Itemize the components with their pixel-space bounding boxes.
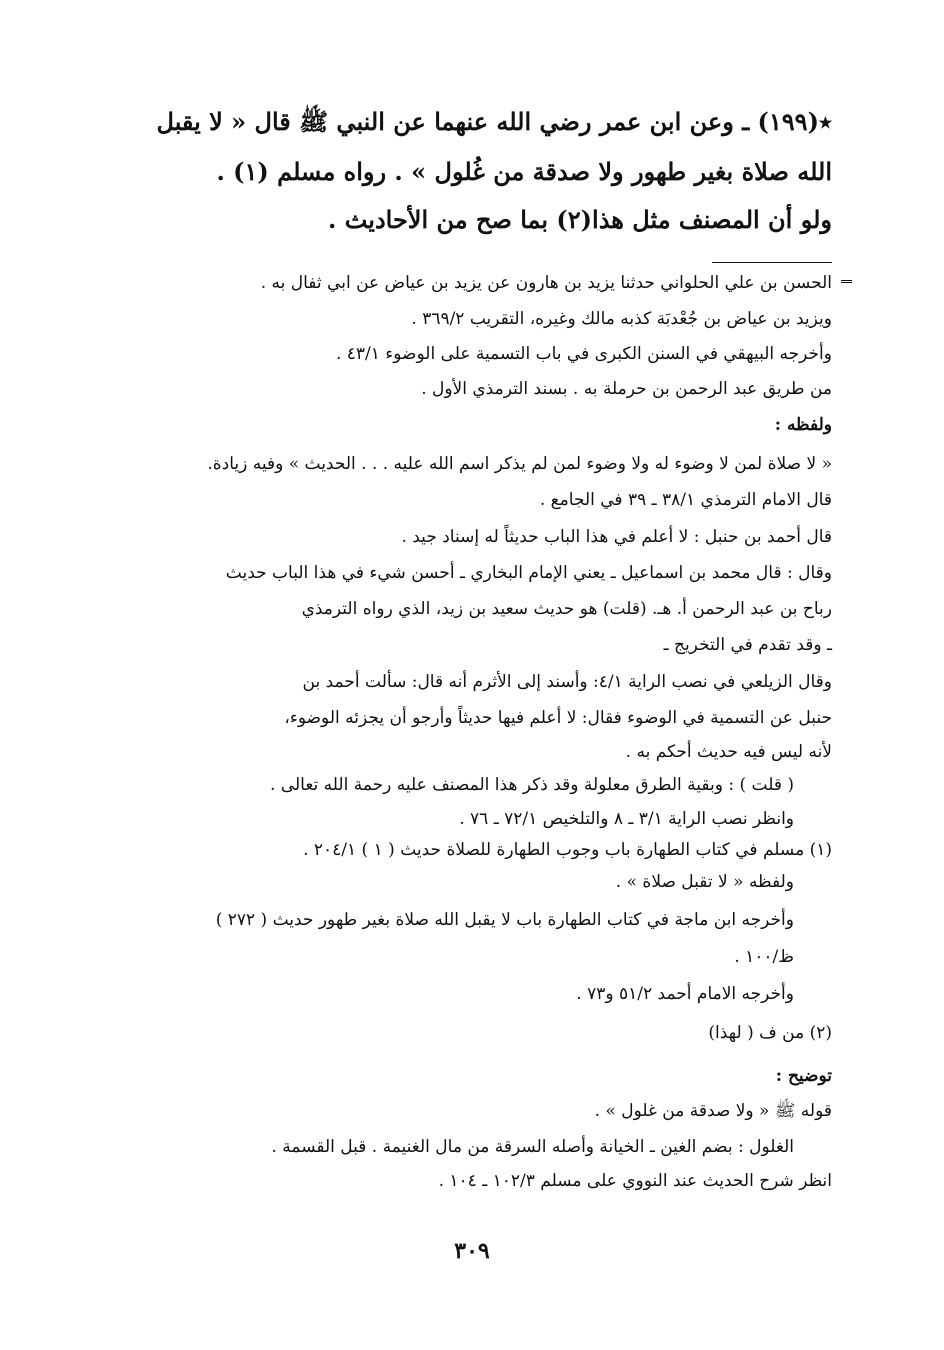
footnote-line: ولفظه « لا تقبل صلاة » . [615, 872, 794, 892]
footnote-1: (١) مسلم في كتاب الطهارة باب وجوب الطهارة للصلاة حديث ( ١ ) ٢٠٤/١ . [303, 840, 832, 860]
footnote-line: ـ وقد تقدم في التخريج ـ [663, 635, 832, 655]
footnote-2: (٢) من ف ( لهذا) [708, 1023, 832, 1043]
footnote-line: قال أحمد بن حنبل : لا أعلم في هذا الباب حديثاً له إسناد جيد . [401, 527, 832, 547]
footnote-line: وأخرجه البيهقي في السنن الكبرى في باب التسمية على الوضوء ٤٣/١ . [335, 344, 832, 364]
footnote-line: انظر شرح الحديث عند النووي على مسلم ١٠٢/٣ ـ ١٠٤ . [438, 1171, 832, 1191]
hadith-line-2: الله صلاة بغير طهور ولا صدقة من غُلول » . رواه مسلم (١) . [216, 157, 832, 186]
footnote-line: قوله ﷺ « ولا صدقة من غلول » . [594, 1101, 832, 1121]
footnote-line: وقال : قال محمد بن اسماعيل ـ يعني الإمام البخاري ـ أحسن شيء في هذا الباب حديث [225, 563, 832, 583]
footnote-line: ظ/١٠٠ . [734, 947, 794, 967]
footnote-line: ولفظه : [774, 415, 832, 435]
footnote-line: ( قلت ) : وبقية الطرق معلولة وقد ذكر هذا المصنف عليه رحمة الله تعالى . [269, 775, 794, 795]
footnote-line: « لا صلاة لمن لا وضوء له ولا وضوء لمن لم يذكر اسم الله عليه . . . الحديث » وفيه زيادة. [207, 454, 832, 474]
footnote-line: قال الامام الترمذي ٣٨/١ ـ ٣٩ في الجامع . [539, 490, 832, 510]
continuation-mark [841, 280, 852, 283]
page-number: ٣٠٩ [454, 1238, 490, 1264]
footnote-line: رباح بن عبد الرحمن أ. هـ. (قلت) هو حديث سعيد بن زيد، الذي رواه الترمذي [301, 599, 832, 619]
footnote-line: وقال الزيلعي في نصب الراية ٤/١: وأسند إلى الأثرم أنه قال: سألت أحمد بن [302, 672, 832, 692]
commentary-line: ولو أن المصنف مثل هذا(٢) بما صح من الأحاديث . [327, 205, 832, 234]
footnote-line: الغلول : بضم الغين ـ الخيانة وأصله السرقة من مال الغنيمة . قبل القسمة . [271, 1137, 794, 1157]
footnote-line: وأخرجه الامام أحمد ٥١/٢ و٧٣ . [576, 984, 794, 1004]
footnote-line: حنبل عن التسمية في الوضوء فقال: لا أعلم فيها حديثاً وأرجو أن يجزئه الوضوء، [284, 708, 832, 728]
footnote-line: الحسن بن علي الحلواني حدثنا يزيد بن هارون عن يزيد بن عياض عن ابي ثفال به . [260, 273, 832, 293]
explanation-heading: توضيح : [775, 1066, 832, 1086]
footnote-line: ويزيد بن عياض بن جُعْدبَة كذبه مالك وغيره، التقريب ٣٦٩/٢ . [411, 309, 832, 329]
hadith-line-1: ٭(١٩٩) ـ وعن ابن عمر رضي الله عنهما عن النبي ﷺ قال « لا يقبل [156, 107, 832, 136]
footnote-separator [712, 262, 832, 263]
footnote-line: من طريق عبد الرحمن بن حرملة به . بسند الترمذي الأول . [421, 379, 832, 399]
footnote-line: وأخرجه ابن ماجة في كتاب الطهارة باب لا يقبل الله صلاة بغير طهور حديث ( ٢٧٢ ) [215, 910, 794, 930]
footnote-line: وانظر نصب الراية ٣/١ ـ ٨ والتلخيص ٧٢/١ ـ ٧٦ . [459, 809, 794, 829]
footnote-line: لأنه ليس فيه حديث أحكم به . [625, 742, 832, 762]
